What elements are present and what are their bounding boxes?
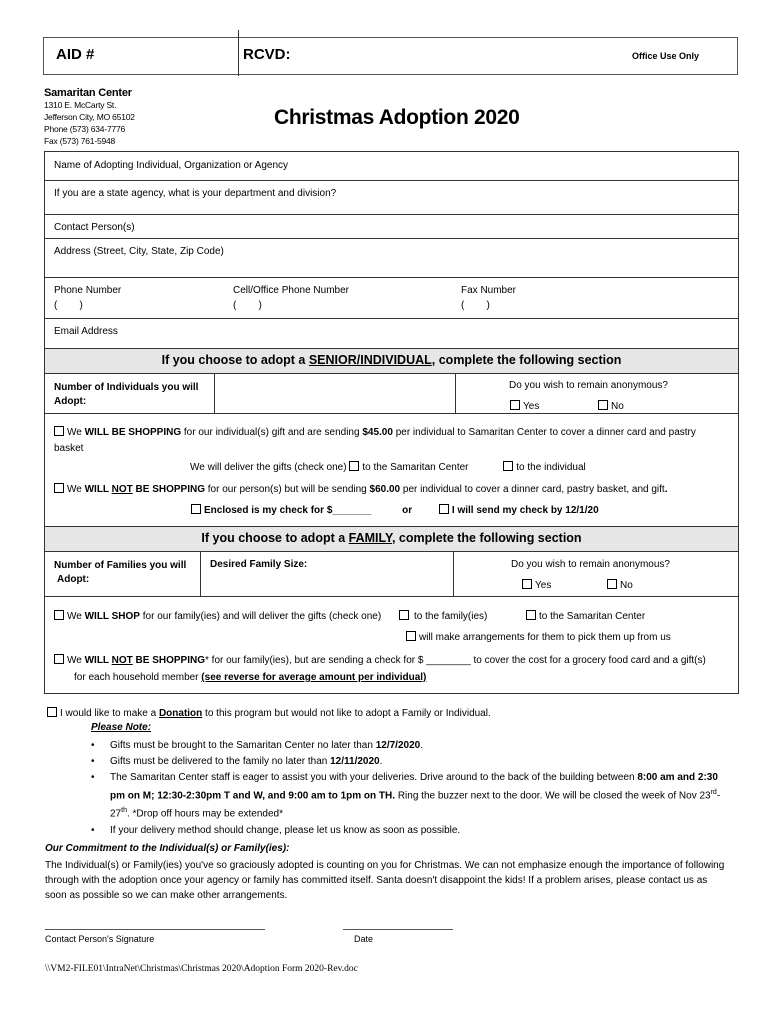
- family-section-header: If you choose to adopt a FAMILY, complete the following section: [45, 527, 738, 551]
- contact-person-label: Contact Person(s): [54, 222, 135, 233]
- checkbox-icon[interactable]: [399, 610, 409, 620]
- deliver-to-individual[interactable]: to the individual: [503, 462, 586, 473]
- checkbox-icon[interactable]: [607, 579, 617, 589]
- checkbox-icon[interactable]: [503, 461, 513, 471]
- family-anon-yes[interactable]: Yes: [522, 579, 551, 591]
- please-note-heading: Please Note:: [91, 722, 152, 733]
- office-use-note: Office Use Only: [631, 51, 699, 61]
- phone-paren: ( ): [54, 300, 83, 311]
- family-size-label: Desired Family Size:: [210, 559, 308, 570]
- agency-label: If you are a state agency, what is your department and division?: [54, 188, 337, 199]
- family-count-label: Number of Families you will Adopt:: [54, 560, 187, 585]
- senior-section-header: If you choose to adopt a SENIOR/INDIVIDUAL, complete the following section: [45, 349, 738, 373]
- file-path-footer: \\VM2-FILE01\IntraNet\Christmas\Christmas 2020\Adoption Form 2020-Rev.doc: [45, 964, 358, 974]
- org-name: Samaritan Center: [44, 87, 132, 99]
- date-input[interactable]: [343, 912, 453, 929]
- checkbox-icon[interactable]: [439, 504, 449, 514]
- senior-payment-choice: Enclosed is my check for $_______ or I will send my check by 12/1/20: [191, 504, 599, 516]
- family-deliver-to-family[interactable]: to the family(ies): [399, 610, 487, 622]
- senior-anon-question: Do you wish to remain anonymous?: [509, 380, 668, 391]
- checkbox-icon[interactable]: [191, 504, 201, 514]
- checkbox-icon[interactable]: [54, 654, 64, 664]
- note-item: • If your delivery method should change, please let us know as soon as possible.: [88, 823, 728, 838]
- average-amount-link: (see reverse for average amount per individual): [201, 672, 427, 683]
- senior-count-input[interactable]: [215, 374, 454, 412]
- aid-label: AID #: [56, 46, 95, 63]
- checkbox-icon[interactable]: [510, 400, 520, 410]
- checkbox-icon[interactable]: [54, 426, 64, 436]
- checkbox-icon[interactable]: [54, 610, 64, 620]
- notes-list: [88, 738, 728, 839]
- senior-deliver-choice: We will deliver the gifts (check one) to the Samaritan Center to the individual: [190, 462, 586, 473]
- senior-anon-yes[interactable]: Yes: [510, 400, 539, 412]
- address-label: Address (Street, City, State, Zip Code): [54, 246, 224, 257]
- family-pickup-arrangement[interactable]: will make arrangements for them to pick them up from us: [406, 631, 671, 643]
- page-title: Christmas Adoption 2020: [274, 106, 520, 129]
- commitment-heading: Our Commitment to the Individual(s) or Family(ies):: [45, 843, 290, 854]
- org-phone: Phone (573) 634-7776: [44, 124, 126, 134]
- donation-option[interactable]: I would like to make a Donation to this program but would not like to adopt a Family or Individual.: [47, 707, 491, 719]
- deliver-to-center[interactable]: to the Samaritan Center: [349, 462, 468, 473]
- enclosed-check[interactable]: Enclosed is my check for $_______: [191, 505, 371, 516]
- senior-anon-no[interactable]: No: [598, 400, 624, 412]
- family-option-not-shopping[interactable]: We WILL NOT BE SHOPPING* for our family(ies), but are sending a check for $ ________ to cover the cost for a grocery food card and a gift(s) for each household member (see reverse for average amount per individual): [54, 652, 739, 686]
- adoption-form: [44, 151, 739, 694]
- checkbox-icon[interactable]: [526, 610, 536, 620]
- senior-option-not-shopping[interactable]: We WILL NOT BE SHOPPING for our person(s) but will be sending $60.00 per individual to cover a dinner card, pastry basket, and gift.: [54, 483, 668, 495]
- family-anon-no[interactable]: No: [607, 579, 633, 591]
- fax-paren: ( ): [461, 300, 490, 311]
- checkbox-icon[interactable]: [54, 483, 64, 493]
- fax-label: Fax Number: [461, 285, 517, 296]
- signature-input[interactable]: [45, 912, 265, 929]
- org-block: [44, 87, 135, 147]
- checkbox-icon[interactable]: [598, 400, 608, 410]
- checkbox-icon[interactable]: [522, 579, 532, 589]
- office-use-box: [43, 37, 738, 75]
- note-item: • Gifts must be delivered to the family no later than 12/11/2020.: [88, 754, 728, 769]
- note-item: • Gifts must be brought to the Samaritan Center no later than 12/7/2020.: [88, 738, 728, 753]
- senior-count-label: Number of Individuals you will Adopt:: [54, 382, 199, 407]
- checkbox-icon[interactable]: [406, 631, 416, 641]
- org-fax: Fax (573) 761-5948: [44, 136, 116, 146]
- cell-label: Cell/Office Phone Number: [233, 285, 349, 296]
- signature-label: Contact Person's Signature: [45, 934, 155, 944]
- checkbox-icon[interactable]: [47, 707, 57, 717]
- org-address1: 1310 E. McCarty St.: [44, 100, 117, 110]
- commitment-body: The Individual(s) or Family(ies) you've so graciously adopted is counting on you for Christmas. We can not emphasize enough the importance of following through with the adoption once your agency or family has committed itself. Santa doesn't disappoint the kids! If a problem arises, please contact us as soon as possible so we can make other arrangements.: [45, 860, 725, 901]
- senior-option-shopping[interactable]: We WILL BE SHOPPING for our individual(s) gift and are sending $45.00 per individual to Samaritan Center to cover a dinner card and pastry basket: [54, 427, 696, 454]
- rcvd-label: RCVD:: [243, 46, 291, 63]
- family-anon-question: Do you wish to remain anonymous?: [511, 559, 670, 570]
- org-address2: Jefferson City, MO 65102: [44, 112, 135, 122]
- phone-label: Phone Number: [54, 285, 122, 296]
- cell-paren: ( ): [233, 300, 262, 311]
- checkbox-icon[interactable]: [349, 461, 359, 471]
- date-label: Date: [354, 934, 374, 944]
- family-option-shop[interactable]: We WILL SHOP for our family(ies) and will deliver the gifts (check one): [54, 610, 381, 622]
- family-deliver-to-center[interactable]: to the Samaritan Center: [526, 610, 645, 622]
- email-label: Email Address: [54, 326, 118, 337]
- note-item: • The Samaritan Center staff is eager to assist you with your deliveries. Drive around to the back of the building between 8:00 am and 2:30 pm on M; 12:30-2:30pm T and W, and 9:00 am to 1pm on TH. Ring the buzzer next to the door. We will be closed the week of Nov 23rd-27th. *Drop off hours may be extended*: [88, 770, 728, 822]
- adopter-name-label: Name of Adopting Individual, Organization or Agency: [54, 160, 289, 171]
- will-send-check[interactable]: I will send my check by 12/1/20: [439, 505, 599, 516]
